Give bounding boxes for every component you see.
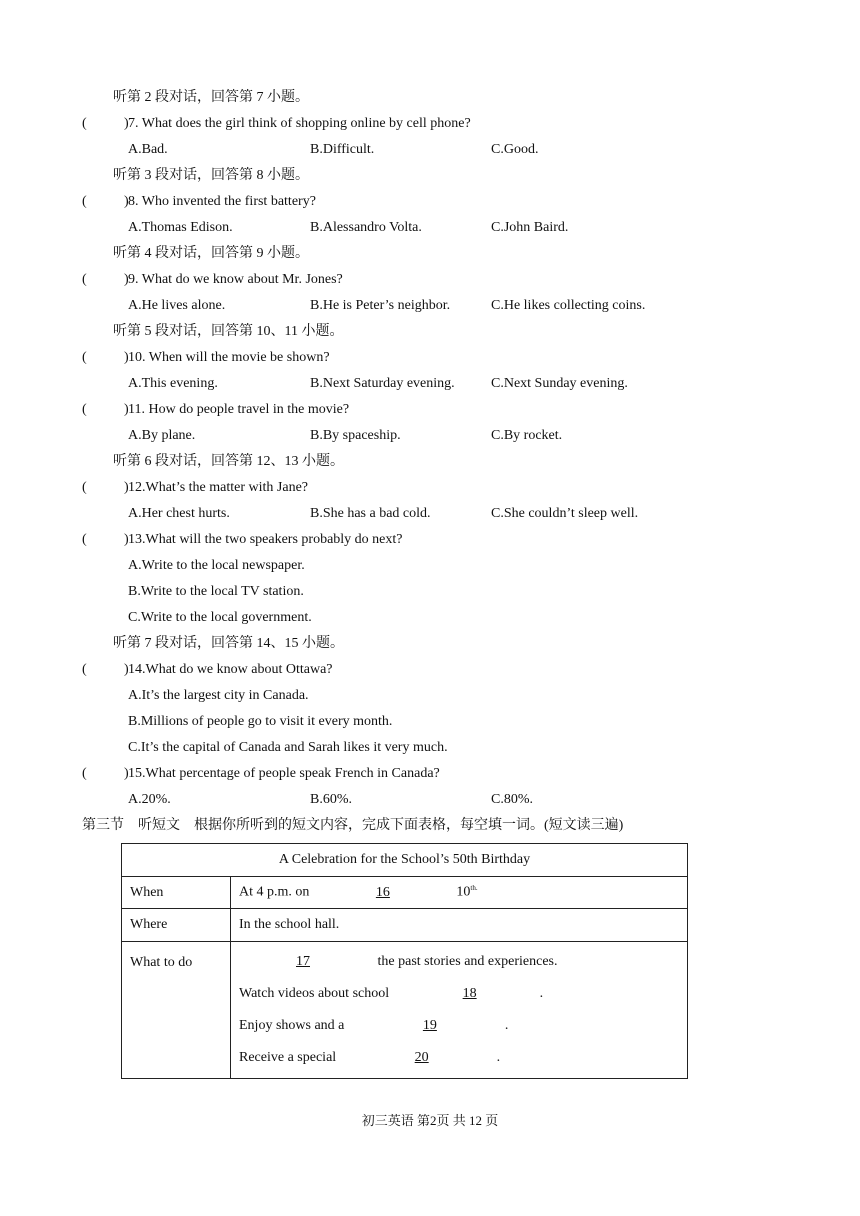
answer-paren-left: ( (82, 480, 87, 495)
option-c: C.80%. (491, 792, 533, 807)
activity-2-text: Watch videos about school (239, 986, 390, 1001)
question-text: 9. What do we know about Mr. Jones? (128, 272, 343, 287)
option-a: A.Thomas Edison. (128, 220, 233, 235)
answer-paren-left: ( (82, 532, 87, 547)
answer-paren-right: ) (124, 766, 129, 781)
option-a: A.This evening. (128, 376, 218, 391)
option-c: C.It’s the capital of Canada and Sarah likes it very much. (128, 740, 448, 755)
answer-paren-left: ( (82, 194, 87, 209)
activity-row-1 (239, 946, 679, 978)
activity-row-3 (239, 1010, 679, 1042)
activity-row-2 (239, 978, 679, 1010)
option-c: C.Write to the local government. (128, 610, 312, 625)
period: . (496, 1050, 501, 1065)
when-label: When (122, 877, 231, 909)
section-instruction: 听第 5 段对话，回答第 10、11 小题。 (113, 324, 344, 339)
activity-row-4 (239, 1042, 679, 1074)
blank-18: 18 (462, 986, 477, 1001)
when-day-suffix: th. (470, 884, 478, 893)
activity-3-text: Enjoy shows and a (239, 1018, 345, 1033)
option-c: C.By rocket. (491, 428, 563, 443)
option-c: C.John Baird. (491, 220, 569, 235)
answer-paren-left: ( (82, 766, 87, 781)
table-title: A Celebration for the School’s 50th Birthday (122, 844, 688, 877)
option-b: B.60%. (310, 792, 352, 807)
option-b: B.Next Saturday evening. (310, 376, 455, 391)
answer-paren-right: ) (124, 194, 129, 209)
activity-4-text: Receive a special (239, 1050, 337, 1065)
where-label: Where (122, 909, 231, 942)
part3-heading: 第三节 听短文 根据你所听到的短文内容，完成下面表格，每空填一词。(短文读三遍) (82, 818, 624, 833)
blank-17: 17 (296, 954, 310, 969)
activity-1-text: the past stories and experiences. (377, 954, 558, 969)
blank-19: 19 (422, 1018, 437, 1033)
question-text: 15.What percentage of people speak French in Canada? (128, 766, 440, 781)
section-instruction: 听第 4 段对话，回答第 9 小题。 (113, 246, 309, 261)
section-instruction: 听第 3 段对话，回答第 8 小题。 (113, 168, 309, 183)
option-c: C.Next Sunday evening. (491, 376, 628, 391)
option-b: B.Millions of people go to visit it every month. (128, 714, 393, 729)
option-c: C.He likes collecting coins. (491, 298, 646, 313)
answer-paren-right: ) (124, 272, 129, 287)
what-label: What to do (122, 942, 231, 1079)
celebration-table (121, 843, 688, 1079)
blank-16: 16 (375, 884, 390, 900)
option-a: A.It’s the largest city in Canada. (128, 688, 309, 703)
period: . (504, 1018, 509, 1033)
section-instruction: 听第 7 段对话，回答第 14、15 小题。 (113, 636, 344, 651)
period: . (539, 986, 544, 1001)
option-c: C.She couldn’t sleep well. (491, 506, 639, 521)
question-text: 11. How do people travel in the movie? (128, 402, 350, 417)
question-text: 12.What’s the matter with Jane? (128, 480, 308, 495)
section-instruction: 听第 2 段对话，回答第 7 小题。 (113, 90, 309, 105)
question-text: 14.What do we know about Ottawa? (128, 662, 333, 677)
question-text: 7. What does the girl think of shopping online by cell phone? (128, 116, 471, 131)
option-a: A.20%. (128, 792, 171, 807)
answer-paren-right: ) (124, 480, 129, 495)
option-a: A.By plane. (128, 428, 196, 443)
option-b: B.Write to the local TV station. (128, 584, 304, 599)
option-a: A.Her chest hurts. (128, 506, 230, 521)
option-b: B.Difficult. (310, 142, 375, 157)
answer-paren-left: ( (82, 272, 87, 287)
option-b: B.She has a bad cold. (310, 506, 431, 521)
answer-paren-right: ) (124, 402, 129, 417)
answer-paren-right: ) (124, 350, 129, 365)
option-b: B.By spaceship. (310, 428, 401, 443)
option-b: B.Alessandro Volta. (310, 220, 422, 235)
answer-paren-right: ) (124, 532, 129, 547)
question-text: 10. When will the movie be shown? (128, 350, 330, 365)
question-text: 13.What will the two speakers probably do next? (128, 532, 403, 547)
option-a: A.He lives alone. (128, 298, 226, 313)
question-text: 8. Who invented the first battery? (128, 194, 316, 209)
answer-paren-left: ( (82, 116, 87, 131)
answer-paren-left: ( (82, 402, 87, 417)
where-value: In the school hall. (231, 909, 688, 942)
option-c: C.Good. (491, 142, 539, 157)
when-prefix: At 4 p.m. on (239, 884, 310, 900)
option-a: A.Write to the local newspaper. (128, 558, 305, 573)
page-footer: 初三英语 第2页 共 12 页 (361, 1113, 499, 1128)
answer-paren-left: ( (82, 350, 87, 365)
when-day: 10 (456, 884, 471, 900)
option-b: B.He is Peter’s neighbor. (310, 298, 451, 313)
when-cell (231, 877, 688, 909)
blank-20: 20 (414, 1050, 429, 1065)
what-cell (231, 942, 688, 1079)
section-instruction: 听第 6 段对话，回答第 12、13 小题。 (113, 454, 344, 469)
option-a: A.Bad. (128, 142, 168, 157)
answer-paren-right: ) (124, 116, 129, 131)
answer-paren-left: ( (82, 662, 87, 677)
answer-paren-right: ) (124, 662, 129, 677)
